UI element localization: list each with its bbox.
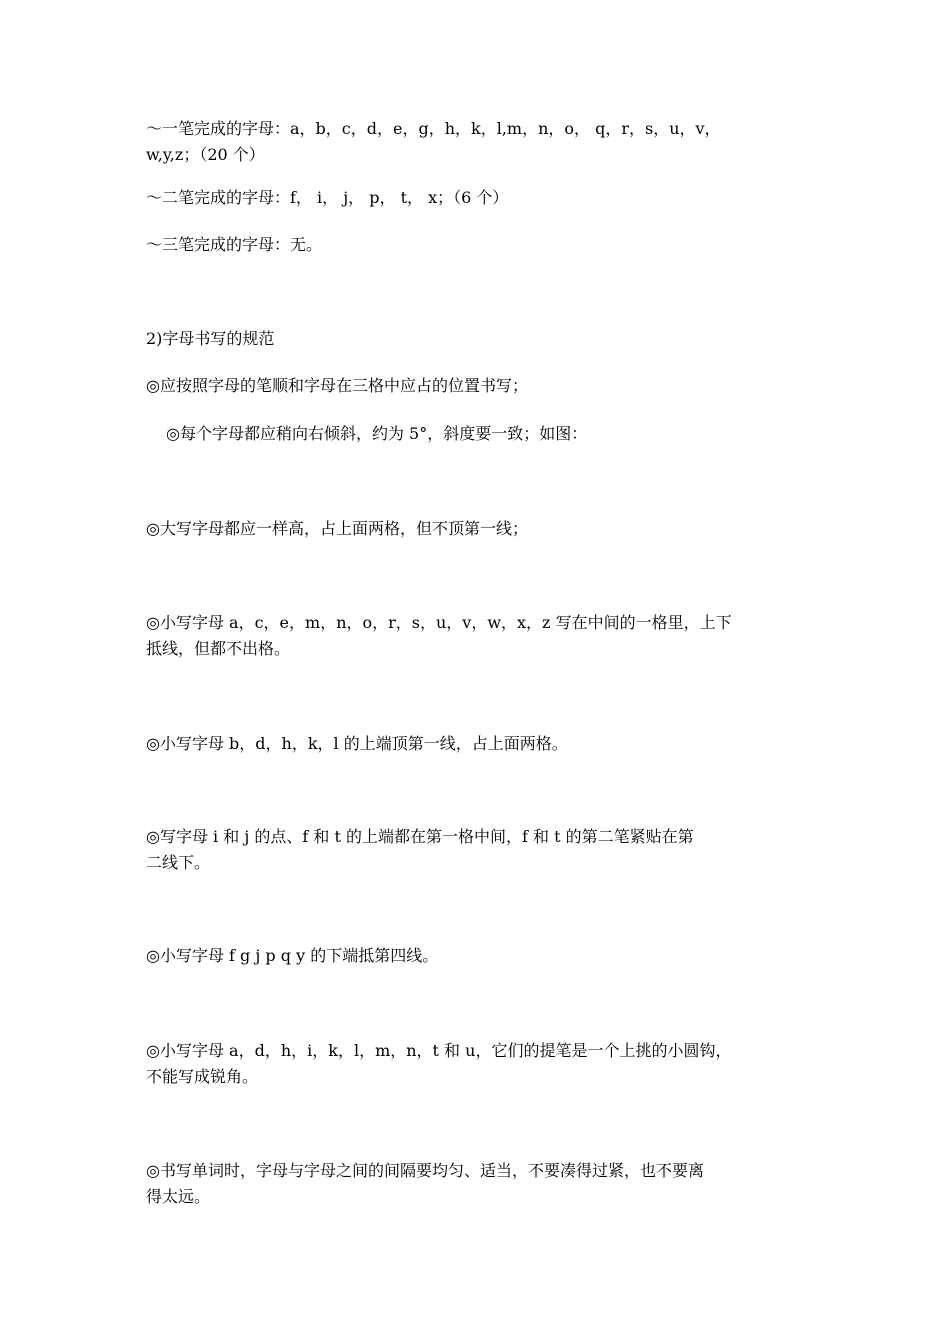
text-line: ◎小写字母 f g j p q y 的下端抵第四线。 bbox=[146, 946, 439, 965]
rule-stroke-order bbox=[146, 373, 814, 399]
text-line: 2)字母书写的规范 bbox=[146, 329, 275, 348]
rule-middle-letters bbox=[146, 610, 814, 662]
text-line: ～三笔完成的字母：无。 bbox=[146, 235, 323, 254]
text-line: ◎小写字母 a，d，h，i，k，l，m，n，t 和 u，它们的提笔是一个上挑的小圆钩， bbox=[146, 1041, 732, 1060]
paragraph-one-stroke-letters bbox=[146, 116, 814, 168]
rule-slant bbox=[166, 421, 834, 447]
rule-ascenders bbox=[146, 731, 814, 757]
text-line: ◎应按照字母的笔顺和字母在三格中应占的位置书写； bbox=[146, 376, 528, 395]
text-line: ◎小写字母 a，c，e，m，n，o，r，s，u，v，w，x，z 写在中间的一格里，上下 bbox=[146, 613, 732, 632]
text-line: ◎每个字母都应稍向右倾斜，约为 5°，斜度要一致；如图： bbox=[166, 424, 588, 443]
paragraph-three-stroke-letters bbox=[146, 232, 814, 258]
rule-hooks bbox=[146, 1038, 814, 1090]
text-line: ◎小写字母 b，d，h，k，l 的上端顶第一线，占上面两格。 bbox=[146, 734, 568, 753]
paragraph-two-stroke-letters bbox=[146, 185, 814, 211]
section-heading bbox=[146, 326, 814, 352]
text-line: 得太远。 bbox=[146, 1187, 211, 1206]
text-line: ◎写字母 i 和 j 的点、f 和 t 的上端都在第一格中间，f 和 t 的第二笔紧贴在第 bbox=[146, 827, 694, 846]
rule-spacing bbox=[146, 1158, 814, 1210]
rule-uppercase bbox=[146, 516, 814, 542]
text-line: 不能写成锐角。 bbox=[146, 1067, 259, 1086]
text-line: ◎书写单词时，字母与字母之间的间隔要均匀、适当，不要凑得过紧，也不要离 bbox=[146, 1161, 704, 1180]
text-line: 二线下。 bbox=[146, 853, 211, 872]
text-line: ～一笔完成的字母：a，b，c，d，e，g，h，k，l,m，n，o， q，r，s，u，v， bbox=[146, 119, 721, 138]
text-line: ～二笔完成的字母：f， i， j， p， t， x；（6 个） bbox=[146, 188, 509, 207]
rule-descenders bbox=[146, 943, 814, 969]
text-line: ◎大写字母都应一样高，占上面两格，但不顶第一线； bbox=[146, 519, 528, 538]
text-line: 抵线，但都不出格。 bbox=[146, 639, 291, 658]
rule-dots bbox=[146, 824, 814, 876]
text-line: w,y,z；（20 个） bbox=[146, 145, 265, 164]
